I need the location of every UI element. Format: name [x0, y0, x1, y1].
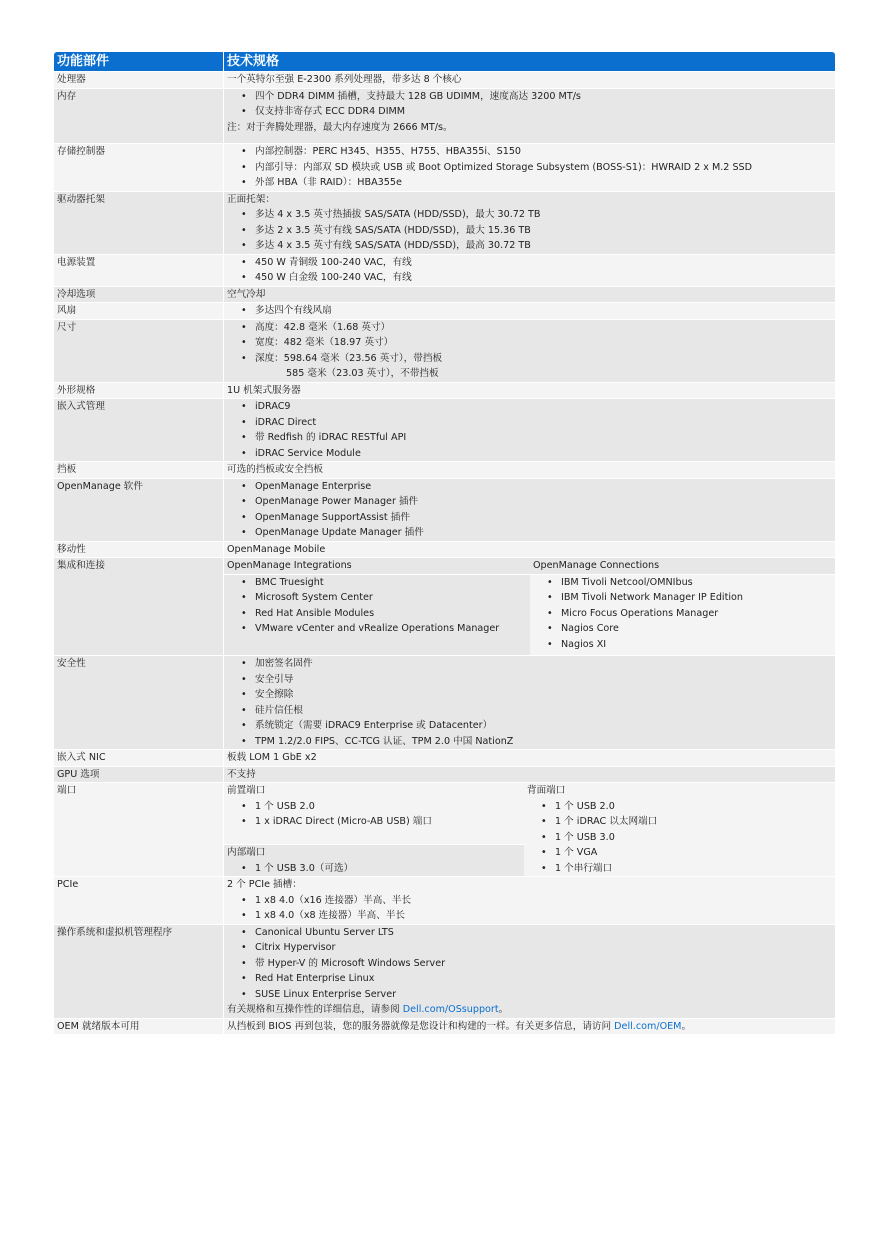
list-item: • 内部控制器：PERC H345、H355、H755、HBA355i、S150	[255, 144, 832, 160]
list-item: • 带 Hyper-V 的 Microsoft Windows Server	[255, 956, 832, 972]
os-note	[227, 1002, 832, 1018]
row-label: 驱动器托架	[54, 191, 224, 254]
oem-suffix: 。	[681, 1020, 692, 1032]
rear-ports-title: 背面端口	[527, 785, 566, 796]
row-ports	[54, 783, 835, 877]
internal-ports	[224, 844, 524, 876]
row-value	[224, 924, 836, 1018]
row-value	[224, 656, 836, 750]
row-dimensions	[54, 319, 835, 382]
list-item: • 仅支持非寄存式 ECC DDR4 DIMM	[255, 104, 832, 120]
list-item: • 安全引导	[255, 672, 832, 688]
list-item: • Nagios XI	[561, 637, 832, 653]
row-processor	[54, 72, 835, 89]
list-item: • 高度：42.8 毫米（1.68 英寸）	[255, 320, 832, 336]
row-value: 不支持	[224, 766, 836, 783]
rear-ports-list	[527, 799, 832, 877]
row-label: 集成和连接	[54, 558, 224, 656]
internal-ports-title: 内部端口	[227, 847, 266, 858]
row-cooling	[54, 286, 835, 303]
ports-subtable	[224, 783, 835, 876]
row-value: 一个英特尔至强 E-2300 系列处理器，带多达 8 个核心	[224, 72, 836, 89]
row-storage	[54, 144, 835, 192]
row-value	[224, 88, 836, 144]
integrations-right-title: OpenManage Connections	[530, 558, 835, 574]
row-label: 冷却选项	[54, 286, 224, 303]
memory-note: 注：对于奔腾处理器，最大内存速度为 2666 MT/s。	[227, 121, 453, 133]
security-list	[227, 656, 832, 749]
row-label: 风扇	[54, 303, 224, 320]
row-value	[224, 478, 836, 541]
row-bezel	[54, 462, 835, 479]
row-power	[54, 254, 835, 286]
row-mobility	[54, 541, 835, 558]
row-value	[224, 191, 836, 254]
oem-link[interactable]: Dell.com/OEM	[614, 1020, 682, 1032]
list-item: • 多达 2 x 3.5 英寸有线 SAS/SATA (HDD/SSD)，最大 15.36 TB	[255, 223, 832, 239]
dims-list	[227, 320, 832, 367]
list-item: • 1 个 USB 3.0	[555, 830, 832, 846]
row-value: 1U 机架式服务器	[224, 382, 836, 399]
os-note-prefix: 有关规格和互操作性的详细信息，请参阅	[227, 1004, 403, 1015]
row-value: 可选的挡板或安全挡板	[224, 462, 836, 479]
front-ports-title: 前置端口	[227, 785, 266, 796]
list-item: • OpenManage Enterprise	[255, 479, 832, 495]
list-item: • Red Hat Ansible Modules	[255, 606, 527, 622]
row-embedded-mgmt	[54, 399, 835, 462]
internal-ports-list	[227, 861, 521, 877]
integrations-subtable	[224, 558, 835, 655]
row-value	[224, 877, 836, 925]
list-item: • 1 个 iDRAC 以太网端口	[555, 814, 832, 830]
embedded-list	[227, 399, 832, 461]
row-label: 尺寸	[54, 319, 224, 382]
integrations-left-title: OpenManage Integrations	[224, 558, 530, 574]
list-item: • Red Hat Enterprise Linux	[255, 971, 832, 987]
list-item: • 安全擦除	[255, 687, 832, 703]
list-item: • 带 Redfish 的 iDRAC RESTful API	[255, 430, 832, 446]
os-list	[227, 925, 832, 1003]
row-value	[224, 783, 836, 877]
list-item: • 450 W 青铜级 100-240 VAC，有线	[255, 255, 832, 271]
list-item: • BMC Truesight	[255, 575, 527, 591]
row-label: 嵌入式管理	[54, 399, 224, 462]
row-label: 挡板	[54, 462, 224, 479]
row-nic	[54, 750, 835, 767]
row-label: 端口	[54, 783, 224, 877]
oem-prefix: 从挡板到 BIOS 再到包装，您的服务器就像是您设计和构建的一样。有关更多信息，请访问	[227, 1020, 615, 1032]
row-label: OEM 就绪版本可用	[54, 1018, 224, 1035]
row-label: PCIe	[54, 877, 224, 925]
row-value	[224, 303, 836, 320]
integrations-left-list	[227, 575, 527, 637]
row-os	[54, 924, 835, 1018]
row-drive-bays	[54, 191, 835, 254]
fans-list	[227, 303, 832, 319]
memory-list	[227, 89, 832, 120]
spec-table	[54, 52, 835, 1035]
list-item: • 外部 HBA（非 RAID）：HBA355e	[255, 175, 832, 191]
list-item: • iDRAC Service Module	[255, 446, 832, 462]
list-item: • IBM Tivoli Network Manager IP Edition	[561, 590, 832, 606]
row-label: 嵌入式 NIC	[54, 750, 224, 767]
list-item: • OpenManage Power Manager 插件	[255, 494, 832, 510]
row-fans	[54, 303, 835, 320]
list-item: • Citrix Hypervisor	[255, 940, 832, 956]
row-pcie	[54, 877, 835, 925]
row-label: 操作系统和虚拟机管理程序	[54, 924, 224, 1018]
rear-ports	[524, 783, 835, 876]
drive-intro: 正面托架：	[227, 193, 275, 205]
row-security	[54, 656, 835, 750]
front-ports	[224, 783, 524, 844]
header-spec: 技术规格	[224, 52, 836, 72]
row-value	[224, 1018, 836, 1035]
row-label: 安全性	[54, 656, 224, 750]
row-value: 空气冷却	[224, 286, 836, 303]
list-item: • 1 个 USB 3.0（可选）	[255, 861, 521, 877]
row-label: 外形规格	[54, 382, 224, 399]
row-openmanage	[54, 478, 835, 541]
list-item: • SUSE Linux Enterprise Server	[255, 987, 832, 1003]
list-item: • IBM Tivoli Netcool/OMNIbus	[561, 575, 832, 591]
list-item: • 1 x8 4.0（x8 连接器）半高、半长	[255, 908, 832, 924]
list-item: • 1 个 VGA	[555, 845, 832, 861]
list-item: • iDRAC9	[255, 399, 832, 415]
list-item: • 四个 DDR4 DIMM 插槽，支持最大 128 GB UDIMM，速度高达 3200 MT/s	[255, 89, 832, 105]
header-feature: 功能部件	[54, 52, 224, 72]
list-item: • 加密签名固件	[255, 656, 832, 672]
list-item: • OpenManage SupportAssist 插件	[255, 510, 832, 526]
row-label: 电源装置	[54, 254, 224, 286]
row-value	[224, 254, 836, 286]
pcie-intro: 2 个 PCIe 插槽：	[227, 879, 302, 890]
list-item: • iDRAC Direct	[255, 415, 832, 431]
spec-sheet	[54, 52, 835, 1035]
power-list	[227, 255, 832, 286]
list-item: • 宽度：482 毫米（18.97 英寸）	[255, 335, 832, 351]
list-item: • 内部引导：内部双 SD 模块或 USB 或 Boot Optimized Storage Subsystem (BOSS-S1)：HWRAID 2 x M.2 SSD	[255, 160, 832, 176]
row-label: 存储控制器	[54, 144, 224, 192]
list-item: • 1 个 USB 2.0	[255, 799, 521, 815]
list-item: • VMware vCenter and vRealize Operations Manager	[255, 621, 527, 637]
row-label: OpenManage 软件	[54, 478, 224, 541]
list-item: • Canonical Ubuntu Server LTS	[255, 925, 832, 941]
list-item: • 450 W 白金级 100-240 VAC，有线	[255, 270, 832, 286]
row-value	[224, 399, 836, 462]
row-oem	[54, 1018, 835, 1035]
list-item: • 1 个串行端口	[555, 861, 832, 877]
list-item: • 1 个 USB 2.0	[555, 799, 832, 815]
integrations-right-list	[533, 575, 832, 653]
row-form-factor	[54, 382, 835, 399]
drive-list	[227, 207, 832, 254]
openmanage-list	[227, 479, 832, 541]
row-value: 板载 LOM 1 GbE x2	[224, 750, 836, 767]
list-item: • OpenManage Update Manager 插件	[255, 525, 832, 541]
row-value	[224, 144, 836, 192]
row-label: 处理器	[54, 72, 224, 89]
row-label: GPU 选项	[54, 766, 224, 783]
row-value	[224, 319, 836, 382]
row-gpu	[54, 766, 835, 783]
list-item: • 深度：598.64 毫米（23.56 英寸），带挡板	[255, 351, 832, 367]
list-item: • 多达 4 x 3.5 英寸有线 SAS/SATA (HDD/SSD)，最高 30.72 TB	[255, 238, 832, 254]
dims-extra: 585 毫米（23.03 英寸），不带挡板	[286, 368, 439, 379]
list-item: • TPM 1.2/2.0 FIPS、CC-TCG 认证、TPM 2.0 中国 NationZ	[255, 734, 832, 750]
list-item: • 1 x8 4.0（x16 连接器）半高、半长	[255, 893, 832, 909]
list-item: • 系统锁定（需要 iDRAC9 Enterprise 或 Datacenter）	[255, 718, 832, 734]
pcie-list	[227, 893, 832, 924]
row-value: OpenManage Mobile	[224, 541, 836, 558]
list-item: • 1 x iDRAC Direct (Micro-AB USB) 端口	[255, 814, 521, 830]
row-integrations	[54, 558, 835, 656]
os-support-link[interactable]: Dell.com/OSsupport	[402, 1004, 499, 1015]
row-label: 内存	[54, 88, 224, 144]
list-item: • Micro Focus Operations Manager	[561, 606, 832, 622]
list-item: • 多达 4 x 3.5 英寸热插拔 SAS/SATA (HDD/SSD)，最大 30.72 TB	[255, 207, 832, 223]
row-memory	[54, 88, 835, 144]
front-ports-list	[227, 799, 521, 830]
list-item: • Nagios Core	[561, 621, 832, 637]
list-item: • Microsoft System Center	[255, 590, 527, 606]
row-value	[224, 558, 836, 656]
list-item: • 多达四个有线风扇	[255, 303, 832, 319]
os-note-suffix: 。	[498, 1004, 509, 1015]
list-item: • 硅片信任根	[255, 703, 832, 719]
storage-list	[227, 144, 832, 191]
row-label: 移动性	[54, 541, 224, 558]
